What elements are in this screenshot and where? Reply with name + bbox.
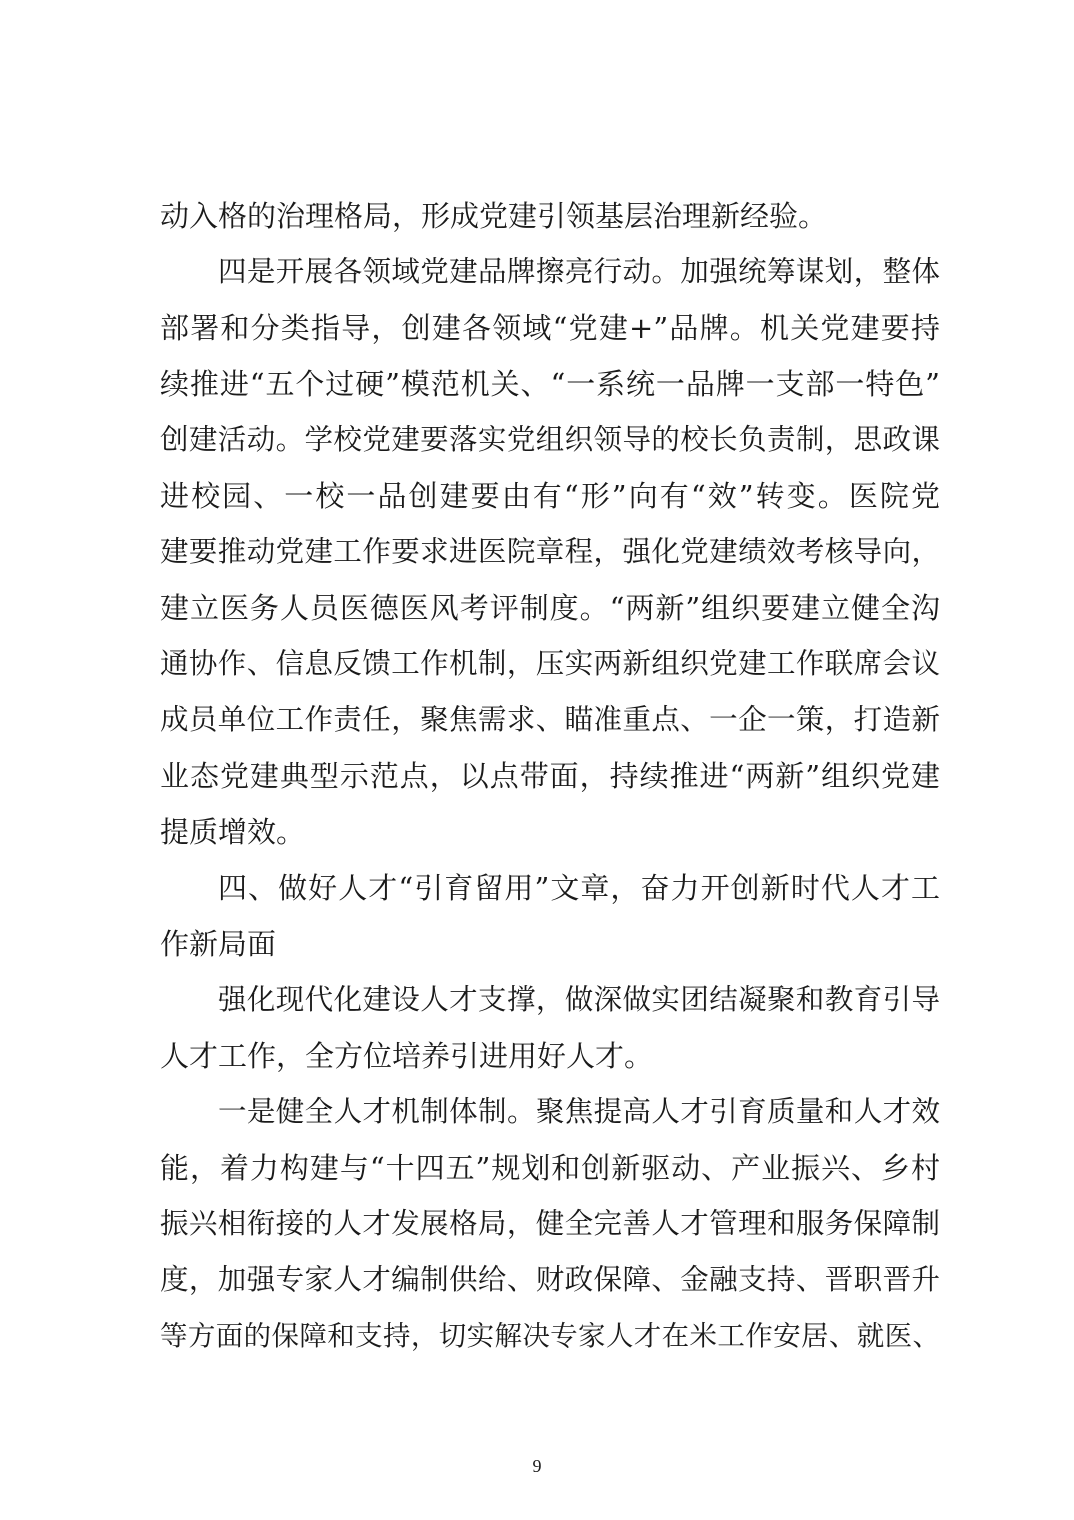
text-line: 创建活动。学校党建要落实党组织领导的校长负责制，思政课 — [160, 423, 940, 456]
text-line: 动入格的治理格局，形成党建引领基层治理新经验。 — [160, 199, 828, 233]
text-line: 通协作、信息反馈工作机制，压实两新组织党建工作联席会议 — [160, 647, 940, 680]
text-line: 建要推动党建工作要求进医院章程，强化党建绩效考核导向， — [160, 535, 940, 568]
text-line: 强化现代化建设人才支撑，做深做实团结凝聚和教育引导 — [218, 983, 940, 1016]
text-line: 度，加强专家人才编制供给、财政保障、金融支持、晋职晋升 — [160, 1263, 940, 1296]
text-line: 四是开展各领域党建品牌擦亮行动。加强统筹谋划，整体 — [218, 255, 940, 288]
text-line: 进校园、一校一品创建要由有“形”向有“效”转变。医院党 — [160, 479, 940, 513]
text-line: 业态党建典型示范点，以点带面，持续推进“两新”组织党建 — [160, 759, 940, 793]
section-heading-line: 四、做好人才“引育留用”文章，奋力开创新时代人才工 — [218, 871, 940, 905]
text-line: 建立医务人员医德医风考评制度。“两新”组织要建立健全沟 — [160, 591, 940, 625]
page-number: 9 — [532, 1456, 542, 1476]
text-line: 部署和分类指导，创建各领域“党建+”品牌。机关党建要持 — [160, 311, 940, 345]
section-heading-line: 作新局面 — [160, 927, 277, 961]
text-line: 振兴相衔接的人才发展格局，健全完善人才管理和服务保障制 — [160, 1207, 940, 1240]
text-line: 成员单位工作责任，聚焦需求、瞄准重点、一企一策，打造新 — [160, 703, 940, 736]
text-line: 提质增效。 — [160, 815, 306, 849]
text-line: 等方面的保障和支持，切实解决专家人才在米工作安居、就医、 — [160, 1320, 940, 1352]
text-line: 能，着力构建与“十四五”规划和创新驱动、产业振兴、乡村 — [160, 1151, 940, 1185]
text-line: 续推进“五个过硬”模范机关、“一系统一品牌一支部一特色” — [160, 367, 940, 401]
text-line: 人才工作，全方位培养引进用好人才。 — [160, 1039, 654, 1073]
text-line: 一是健全人才机制体制。聚焦提高人才引育质量和人才效 — [218, 1095, 940, 1128]
